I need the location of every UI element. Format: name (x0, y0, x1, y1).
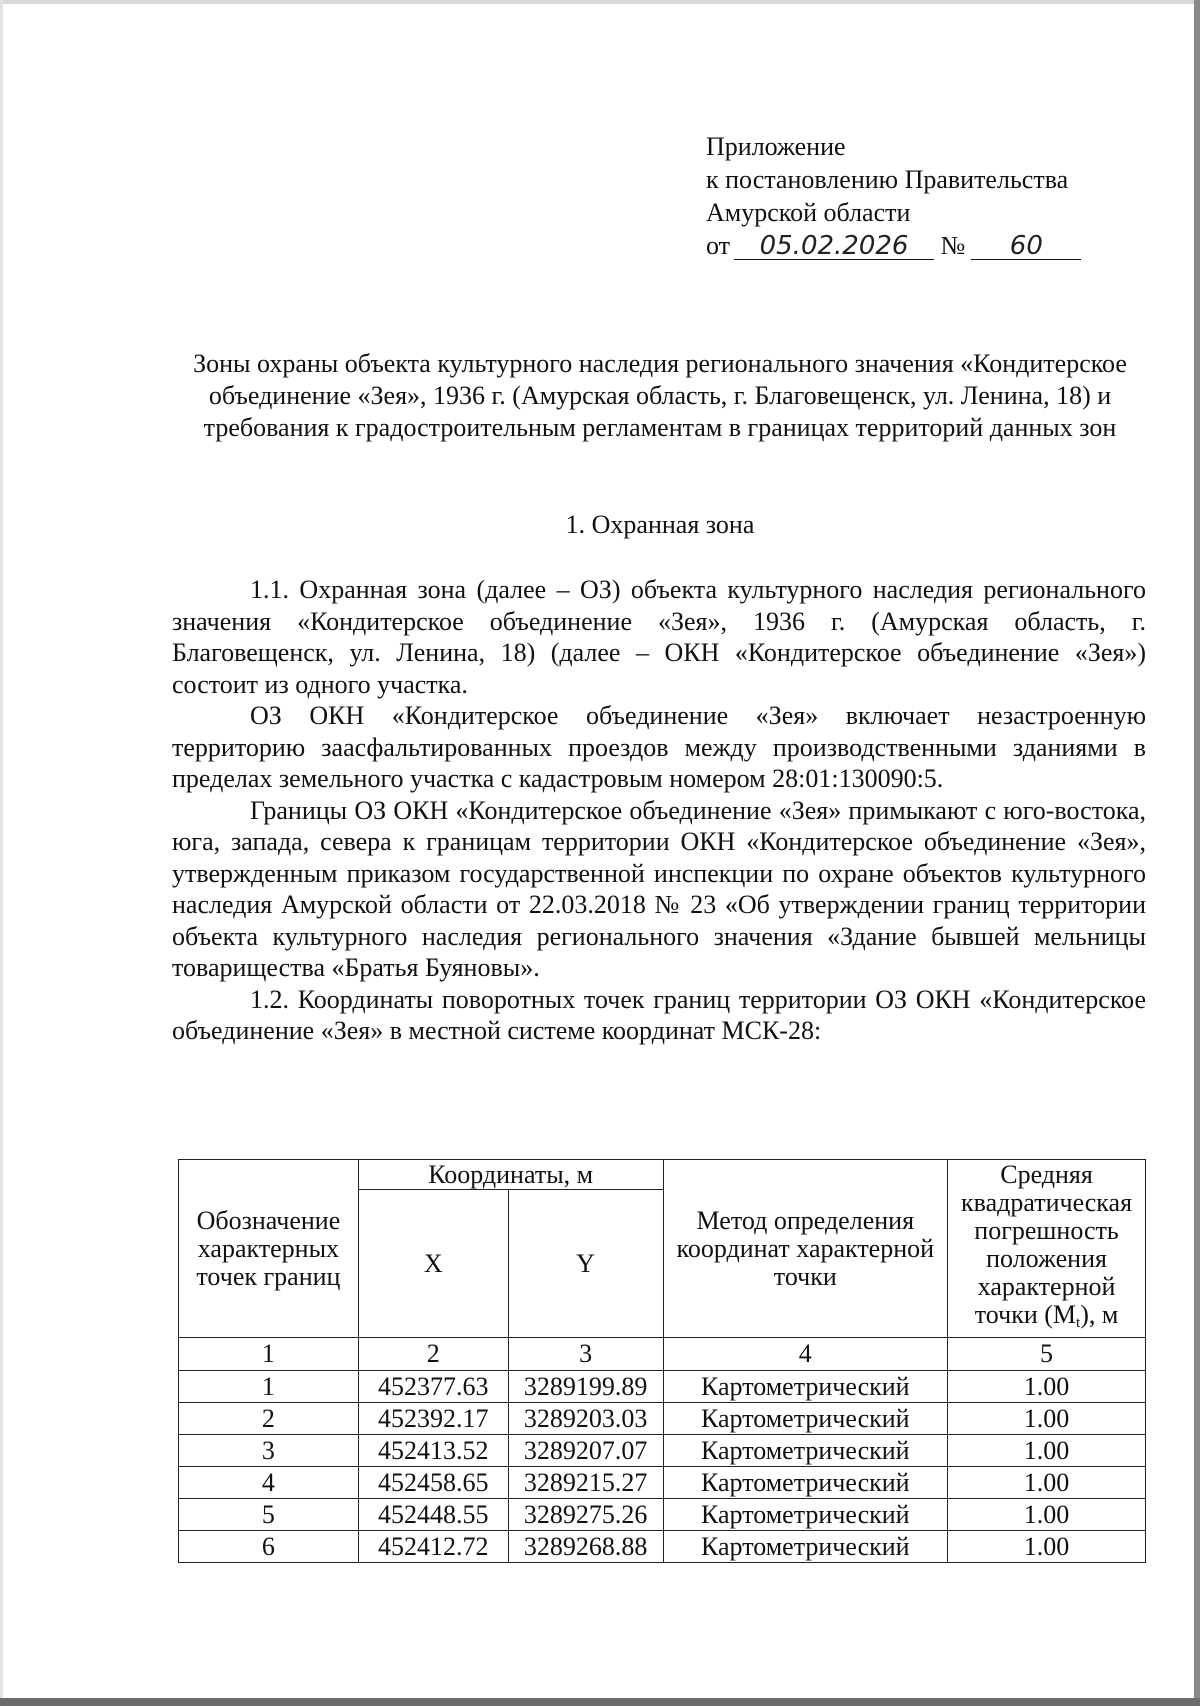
section-heading: 1. Охранная зона (565, 510, 755, 539)
header-method: Метод определения координат характерной точки (663, 1160, 948, 1338)
table-row (179, 1499, 1146, 1531)
cell-method: Картометрический (663, 1403, 948, 1435)
header-y: Y (508, 1190, 663, 1338)
scan-edge-left (0, 0, 3, 1706)
cell-x: 452413.52 (358, 1435, 508, 1467)
body-text (172, 574, 1146, 1047)
cell-y: 3289268.88 (508, 1531, 663, 1563)
annex-line-1: Приложение (706, 132, 846, 161)
document-title: Зоны охраны объекта культурного наследия регионального значения «Кондитерское объединение «Зея», 1936 г. (Амурская область, г. Благовещенск, ул. Ленина, 18) и требования к градостроительным регламентам в границах территорий данных зон (193, 349, 1127, 442)
cell-point: 4 (179, 1467, 359, 1499)
table-row (179, 1467, 1146, 1499)
table-row (179, 1435, 1146, 1467)
cell-x: 452448.55 (358, 1499, 508, 1531)
header-error (948, 1160, 1146, 1338)
date-prefix: от (706, 231, 731, 260)
cell-error: 1.00 (948, 1435, 1146, 1467)
cell-method: Картометрический (663, 1371, 948, 1403)
cell-x: 452377.63 (358, 1371, 508, 1403)
cell-point: 3 (179, 1435, 359, 1467)
scan-edge-right (1194, 0, 1200, 1706)
cell-error: 1.00 (948, 1371, 1146, 1403)
cell-error: 1.00 (948, 1531, 1146, 1563)
column-number: 4 (663, 1338, 948, 1371)
handwritten-number: 60 (971, 233, 1081, 260)
cell-error: 1.00 (948, 1499, 1146, 1531)
cell-x: 452412.72 (358, 1531, 508, 1563)
table-row (179, 1403, 1146, 1435)
cell-x: 452392.17 (358, 1403, 508, 1435)
header-designation: Обозначение характерных точек границ (179, 1160, 359, 1338)
annex-header (706, 130, 1081, 262)
scan-edge-bottom (0, 1698, 1200, 1706)
cell-point: 5 (179, 1499, 359, 1531)
cell-x: 452458.65 (358, 1467, 508, 1499)
cell-point: 1 (179, 1371, 359, 1403)
table-row (179, 1531, 1146, 1563)
cell-point: 6 (179, 1531, 359, 1563)
annex-line-3: Амурской области (706, 198, 911, 227)
table-row (179, 1371, 1146, 1403)
paragraph-boundaries: Границы ОЗ ОКН «Кондитерское объединение «Зея» примыкают с юго-востока, юга, запада, севера к границам территории ОКН «Кондитерское объединение «Зея», утвержденным приказом государственной инспекции по охране объектов культурного наследия Амурской области от 22.03.2018 № 23 «Об утверждении границ территории объекта культурного наследия регионального значения «Здание бывшей мельницы товарищества «Братья Буяновы». (172, 795, 1146, 982)
column-number: 1 (179, 1338, 359, 1371)
column-number-row (179, 1338, 1146, 1371)
paragraph-1-2: 1.2. Координаты поворотных точек границ территории ОЗ ОКН «Кондитерское объединение «Зея» в местной системе координат МСК-28: (172, 984, 1146, 1045)
cell-y: 3289207.07 (508, 1435, 663, 1467)
cell-point: 2 (179, 1403, 359, 1435)
cell-error: 1.00 (948, 1467, 1146, 1499)
cell-method: Картометрический (663, 1467, 948, 1499)
paragraph-1-1: 1.1. Охранная зона (далее – ОЗ) объекта культурного наследия регионального значения «Кондитерское объединение «Зея», 1936 г. (Амурская область, г. Благовещенск, ул. Ленина, 18) (далее – ОКН «Кондитерское объединение «Зея») состоит из одного участка. (172, 575, 1146, 699)
header-error-subscript: t (1076, 1314, 1081, 1331)
header-error-text: Средняя квадратическая погрешность положения характерной точки (M (961, 1159, 1133, 1329)
handwritten-date: 05.02.2026 (734, 233, 934, 260)
column-number: 2 (358, 1338, 508, 1371)
scan-edge-top (0, 0, 1200, 4)
header-coordinates: Координаты, м (358, 1160, 663, 1190)
cell-y: 3289199.89 (508, 1371, 663, 1403)
coordinates-table (178, 1159, 1146, 1563)
column-number: 3 (508, 1338, 663, 1371)
paragraph-composition: ОЗ ОКН «Кондитерское объединение «Зея» включает незастроенную территорию заасфальтированных проездов между производственными зданиями в пределах земельного участка с кадастровым номером 28:01:130090:5. (172, 701, 1146, 793)
cell-y: 3289203.03 (508, 1403, 663, 1435)
annex-line-2: к постановлению Правительства (706, 165, 1069, 194)
cell-y: 3289215.27 (508, 1467, 663, 1499)
cell-y: 3289275.26 (508, 1499, 663, 1531)
cell-method: Картометрический (663, 1531, 948, 1563)
header-error-suffix: ), м (1080, 1299, 1119, 1329)
cell-method: Картометрический (663, 1435, 948, 1467)
annex-date-row (706, 229, 1081, 262)
column-number: 5 (948, 1338, 1146, 1371)
header-x: X (358, 1190, 508, 1338)
number-label: № (940, 231, 966, 260)
cell-method: Картометрический (663, 1499, 948, 1531)
cell-error: 1.00 (948, 1403, 1146, 1435)
